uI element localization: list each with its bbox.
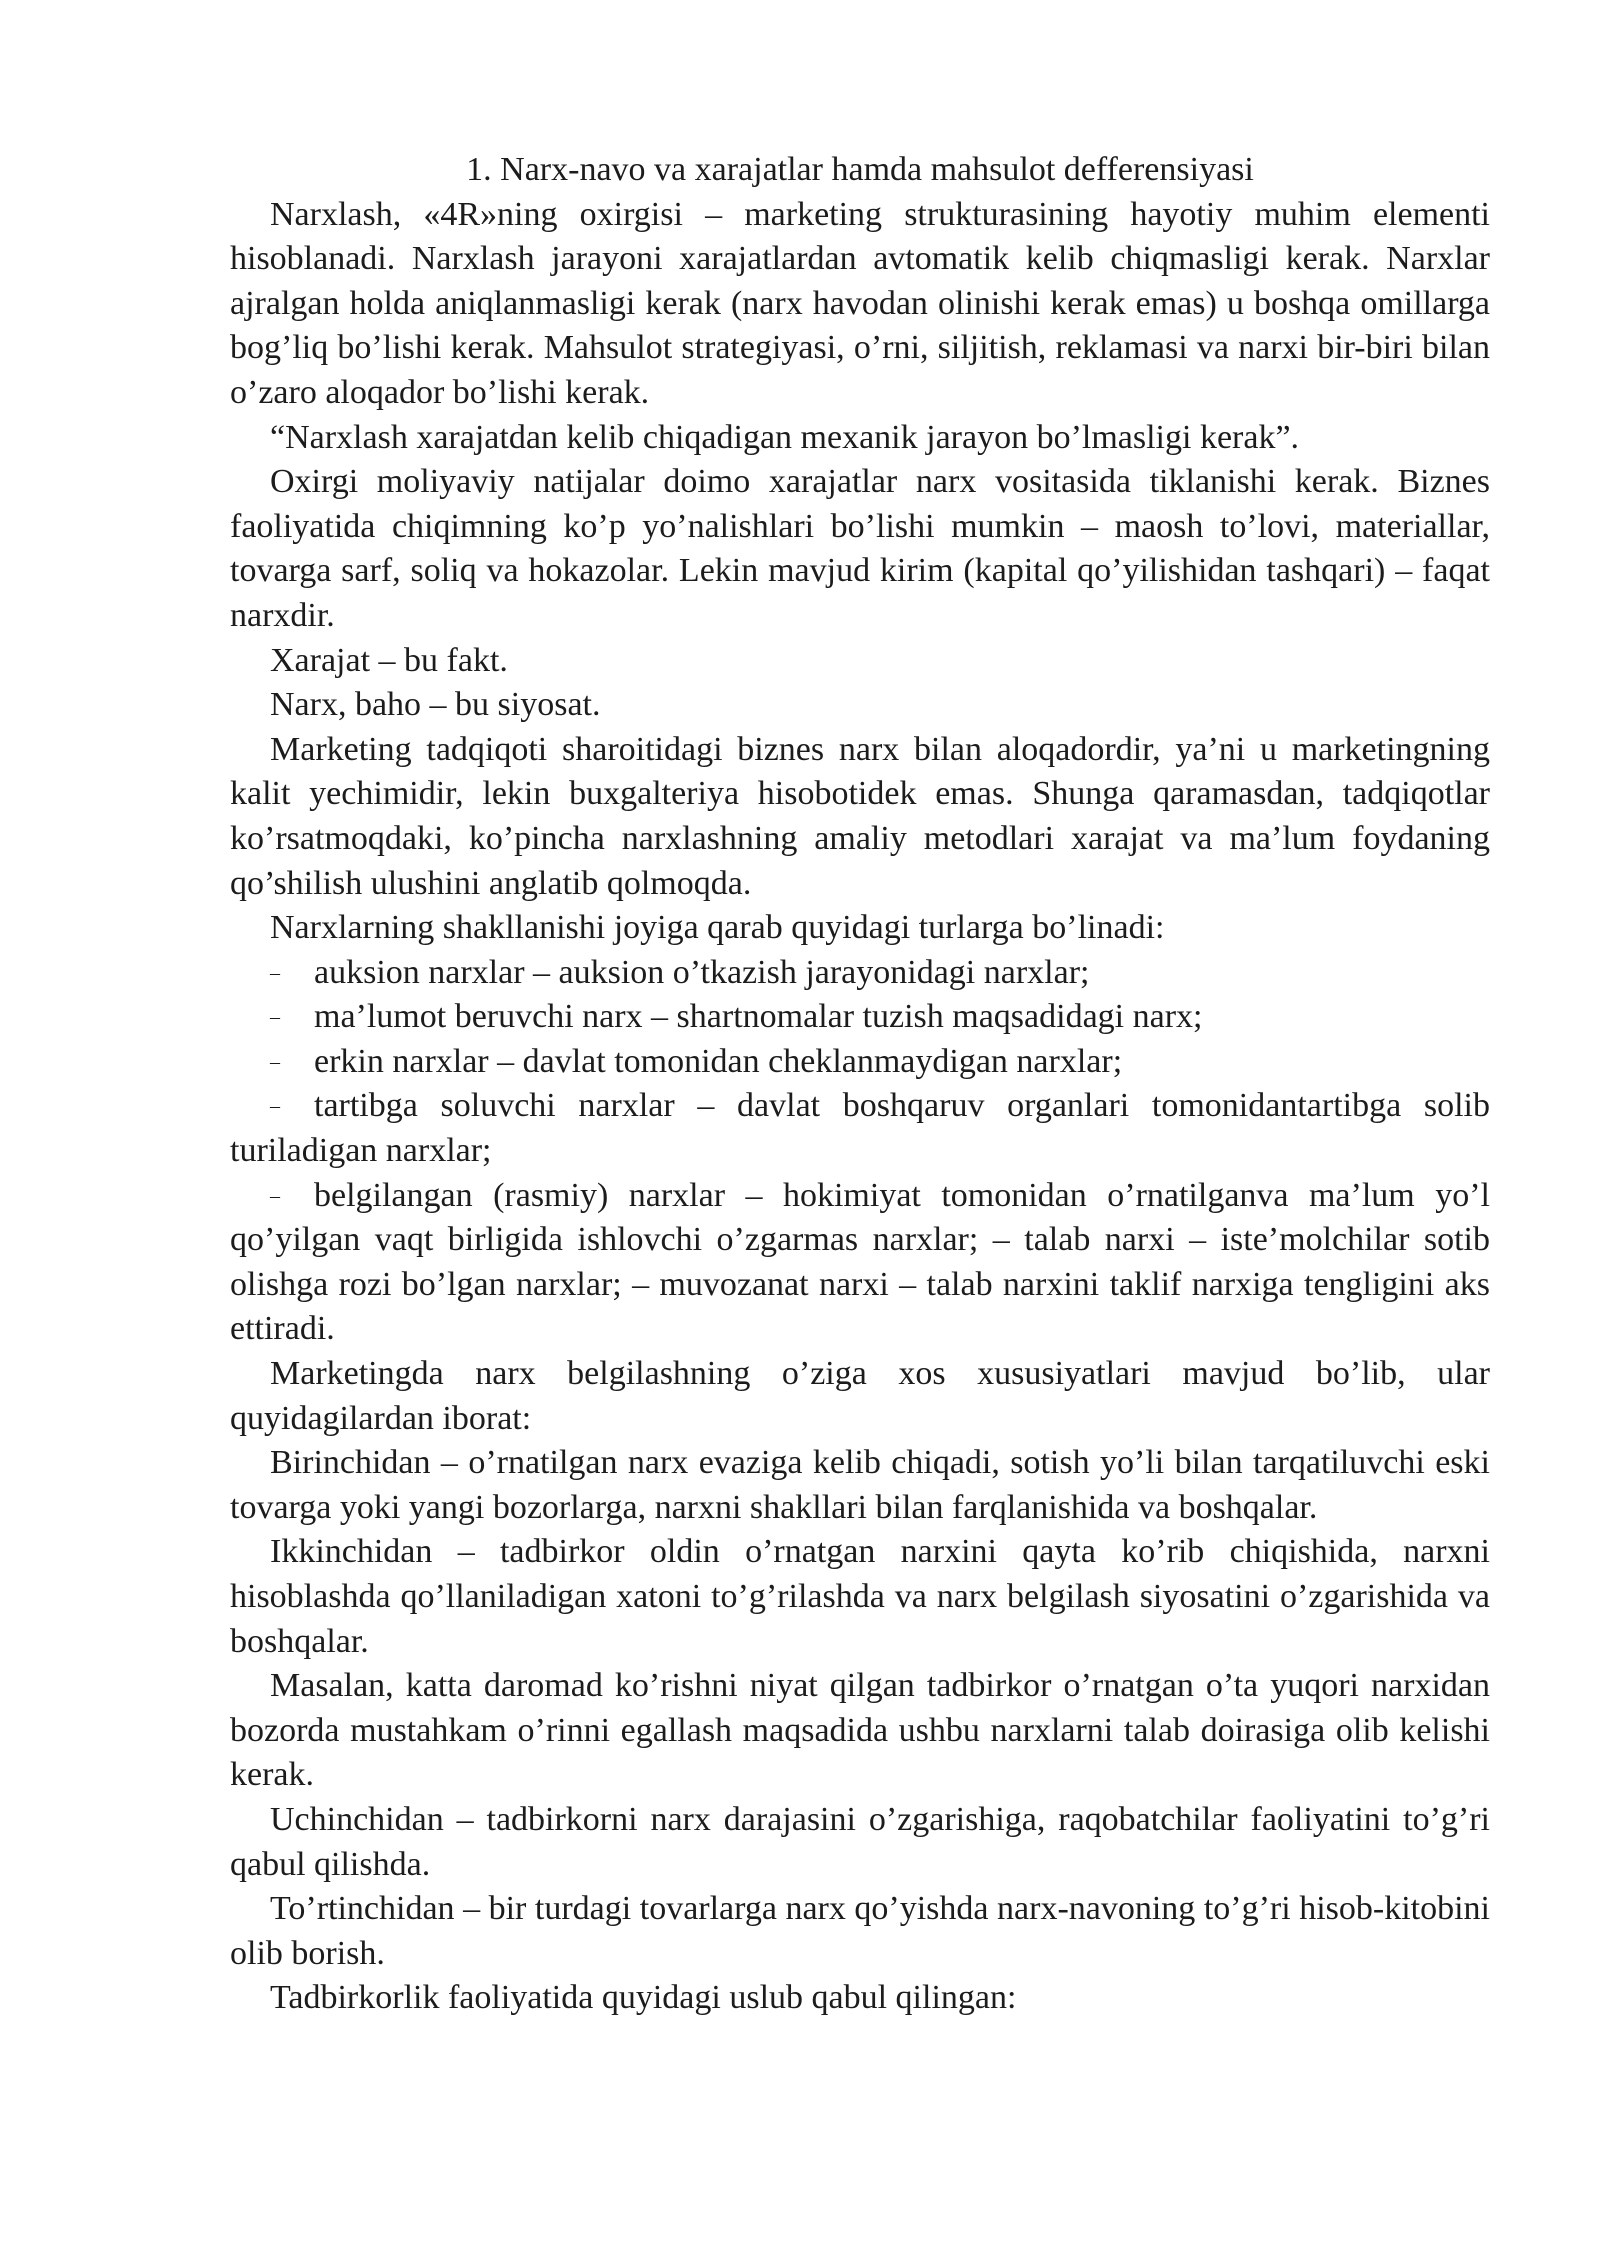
paragraph: Narx, baho – bu siyosat. bbox=[270, 686, 601, 724]
section-title: 1. Narx-navo va xarajatlar hamda mahsulot defferensiyasi bbox=[466, 151, 1254, 188]
list-item bbox=[230, 1084, 1490, 1173]
paragraph: Uchinchidan – tadbirkorni narx darajasini o’zgarishiga, raqobatchilar faoliyatini to’g’ri qabul qilishda. bbox=[230, 1800, 1490, 1883]
paragraph: Masalan, katta daromad ko’rishni niyat qilgan tadbirkor o’rnatgan o’ta yuqori narxidan bozorda mustahkam o’rinni egallash maqsadida ushbu narxlarni talab doirasiga olib kelishi kerak. bbox=[230, 1667, 1490, 1794]
paragraph: “Narxlash xarajatdan kelib chiqadigan mexanik jarayon bo’lmasligi kerak”. bbox=[270, 418, 1300, 456]
paragraph: Narxlarning shakllanishi joyiga qarab quyidagi turlarga bo’linadi: bbox=[270, 909, 1165, 947]
list-dash-marker: – bbox=[270, 1050, 280, 1073]
list-dash-marker: – bbox=[270, 1184, 280, 1207]
list-item-text: auksion narxlar – auksion o’tkazish jarayonidagi narxlar; bbox=[314, 953, 1090, 991]
paragraph: Birinchidan – o’rnatilgan narx evaziga kelib chiqadi, sotish yo’li bilan tarqatiluvchi eski tovarga yoki yangi bozorlarga, narxni shakllari bilan farqlanishida va boshqalar. bbox=[230, 1444, 1490, 1526]
paragraph: Xarajat – bu fakt. bbox=[270, 641, 508, 679]
list-dash-marker: – bbox=[270, 1095, 280, 1118]
paragraph: Narxlash, «4R»ning oxirgisi – marketing strukturasining hayotiy muhim elementi hisoblanadi. Narxlash jarayoni xarajatlardan avtomatik kelib chiqmasligi kerak. Narxlar ajralgan holda aniqlanmasligi kerak (narx havodan olinishi kerak emas) u boshqa omillarga bog’liq bo’lishi kerak. Mahsulot strategiyasi, o’rni, siljitish, reklamasi va narxi bir-biri bilan o’zaro aloqador bo’lishi kerak. bbox=[230, 195, 1490, 411]
list-item bbox=[230, 995, 1490, 1040]
list-item bbox=[230, 1174, 1490, 1352]
list-item-text: erkin narxlar – davlat tomonidan cheklanmaydigan narxlar; bbox=[314, 1042, 1123, 1080]
paragraph: To’rtinchidan – bir turdagi tovarlarga narx qo’yishda narx-navoning to’g’ri hisob-kitobini olib borish. bbox=[230, 1890, 1490, 1972]
list-dash-marker: – bbox=[270, 1006, 280, 1029]
paragraph: Marketingda narx belgilashning o’ziga xos xususiyatlari mavjud bo’lib, ular quyidagilardan iborat: bbox=[230, 1355, 1490, 1437]
list-item bbox=[230, 951, 1490, 996]
list-item bbox=[230, 1040, 1490, 1085]
paragraph: Marketing tadqiqoti sharoitidagi biznes narx bilan aloqadordir, ya’ni u marketingning kalit yechimidir, lekin buxgalteriya hisobotidek emas. Shunga qaramasdan, tadqiqotlar ko’rsatmoqdaki, ko’pincha narxlashning amaliy metodlari xarajat va ma’lum foydaning qo’shilish ulushini anglatib qolmoqda. bbox=[230, 730, 1490, 902]
paragraph: Oxirgi moliyaviy natijalar doimo xarajatlar narx vositasida tiklanishi kerak. Biznes faoliyatida chiqimning ko’p yo’nalishlari bo’lishi mumkin – maosh to’lovi, materiallar, tovarga sarf, soliq va hokazolar. Lekin mavjud kirim (kapital qo’yilishidan tashqari) – faqat narxdir. bbox=[230, 463, 1490, 634]
list-item-text: belgilangan (rasmiy) narxlar – hokimiyat tomonidan o’rnatilganva ma’lum yo’l qo’yilgan vaqt birligida ishlovchi o’zgarmas narxlar; – talab narxi – iste’molchilar sotib olishga rozi bo’lgan narxlar; – muvozanat narxi – talab narxini taklif narxiga tengligini aks ettiradi. bbox=[230, 1176, 1490, 1348]
list-dash-marker: – bbox=[270, 961, 280, 984]
paragraph: Tadbirkorlik faoliyatida quyidagi uslub qabul qilingan: bbox=[270, 1979, 1017, 2017]
list-item-text: tartibga soluvchi narxlar – davlat boshqaruv organlari tomonidantartibga solib turiladigan narxlar; bbox=[230, 1087, 1490, 1170]
list-item-text: ma’lumot beruvchi narx – shartnomalar tuzish maqsadidagi narx; bbox=[314, 998, 1203, 1036]
paragraph: Ikkinchidan – tadbirkor oldin o’rnatgan narxini qayta ko’rib chiqishida, narxni hisoblashda qo’llaniladigan xatoni to’g’rilashda va narx belgilash siyosatini o’zgarishida va boshqalar. bbox=[230, 1533, 1490, 1660]
